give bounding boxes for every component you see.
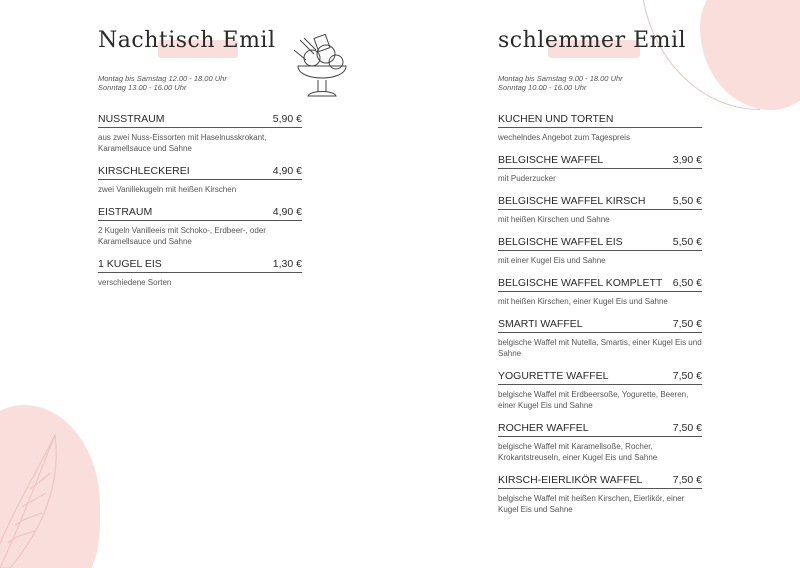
item-name: KIRSCH-EIERLIKÖR WAFFEL	[498, 474, 643, 486]
item-description: mit Puderzucker	[498, 174, 556, 183]
item-name: BELGISCHE WAFFEL	[498, 154, 604, 166]
item-description: 2 Kugeln Vanilleeis mit Schoko-, Erdbeer-, oder Karamellsauce und Sahne	[98, 226, 266, 246]
menu-item	[98, 113, 302, 154]
item-price: 4,90 €	[272, 165, 302, 177]
item-name: BELGISCHE WAFFEL KOMPLETT	[498, 277, 663, 289]
item-name: KIRSCHLECKEREI	[98, 165, 190, 177]
item-price: 3,90 €	[672, 154, 702, 166]
menu-column-schlemmer	[498, 0, 702, 514]
menu-items	[498, 113, 702, 526]
item-name: BELGISCHE WAFFEL KIRSCH	[498, 195, 646, 207]
menu-item	[498, 277, 702, 307]
menu-item	[498, 195, 702, 225]
menu-item	[498, 318, 702, 359]
menu-items	[98, 113, 302, 299]
section-header	[98, 0, 302, 72]
item-name: BELGISCHE WAFFEL EIS	[498, 236, 623, 248]
menu-item	[498, 474, 702, 515]
item-name: SMARTI WAFFEL	[498, 318, 583, 330]
item-description: mit heißen Kirschen und Sahne	[498, 215, 610, 224]
item-name: KUCHEN UND TORTEN	[498, 113, 614, 125]
item-name: NUSSTRAUM	[98, 113, 165, 125]
item-price: 7,50 €	[672, 422, 702, 434]
item-description: belgische Waffel mit Karamellsoße, Rocher, Krokantstreuseln, einer Kugel Eis und Sahne	[498, 442, 658, 462]
item-name: EISTRAUM	[98, 206, 153, 218]
item-name: 1 KUGEL EIS	[98, 258, 162, 270]
item-description: belgische Waffel mit Erdbeersoße, Yogurette, Beeren, einer Kugel Eis und Sahne	[498, 390, 689, 410]
menu-item	[498, 113, 702, 143]
item-description: belgische Waffel mit Nutella, Smartis, einer Kugel Eis und Sahne	[498, 338, 702, 358]
item-description: belgische Waffel mit heißen Kirschen, Eierlikör, einer Kugel Eis und Sahne	[498, 494, 685, 514]
menu-item	[98, 258, 302, 288]
item-price: 5,90 €	[272, 113, 302, 125]
item-description: wechelndes Angebot zum Tagespreis	[498, 133, 630, 142]
leaf-icon	[0, 425, 70, 568]
section-title: Nachtisch Emil	[98, 28, 276, 53]
menu-item	[98, 206, 302, 247]
item-description: verschiedene Sorten	[98, 278, 172, 287]
menu-item	[498, 370, 702, 411]
section-header	[498, 0, 702, 72]
item-price: 7,50 €	[672, 318, 702, 330]
item-price: 4,90 €	[272, 206, 302, 218]
section-title: schlemmer Emil	[498, 28, 687, 53]
hours-line: Montag bis Samstag 9.00 - 18.00 Uhr	[498, 74, 623, 83]
opening-hours	[498, 74, 623, 92]
item-price: 7,50 €	[672, 474, 702, 486]
item-description: mit heißen Kirschen, einer Kugel Eis und Sahne	[498, 297, 668, 306]
menu-item	[498, 236, 702, 266]
item-price: 7,50 €	[672, 370, 702, 382]
item-price: 1,30 €	[272, 258, 302, 270]
item-price: 5,50 €	[672, 236, 702, 248]
item-description: aus zwei Nuss-Eissorten mit Haselnusskrokant, Karamellsauce und Sahne	[98, 133, 267, 153]
menu-item	[498, 422, 702, 463]
item-name: YOGURETTE WAFFEL	[498, 370, 609, 382]
item-description: zwei Vanillekugeln mit heißen Kirschen	[98, 185, 237, 194]
menu-item	[98, 165, 302, 195]
item-name: ROCHER WAFFEL	[498, 422, 589, 434]
menu-item	[498, 154, 702, 184]
hours-line: Sonntag 13.00 - 16.00 Uhr	[98, 83, 187, 92]
hours-line: Sonntag 10.00 - 16.00 Uhr	[498, 83, 587, 92]
menu-column-nachtisch	[98, 0, 302, 287]
item-price: 6,50 €	[672, 277, 702, 289]
item-description: mit einer Kugel Eis und Sahne	[498, 256, 606, 265]
item-price: 5,50 €	[672, 195, 702, 207]
hours-line: Montag bis Samstag 12.00 - 18.00 Uhr	[98, 74, 227, 83]
opening-hours	[98, 74, 227, 92]
